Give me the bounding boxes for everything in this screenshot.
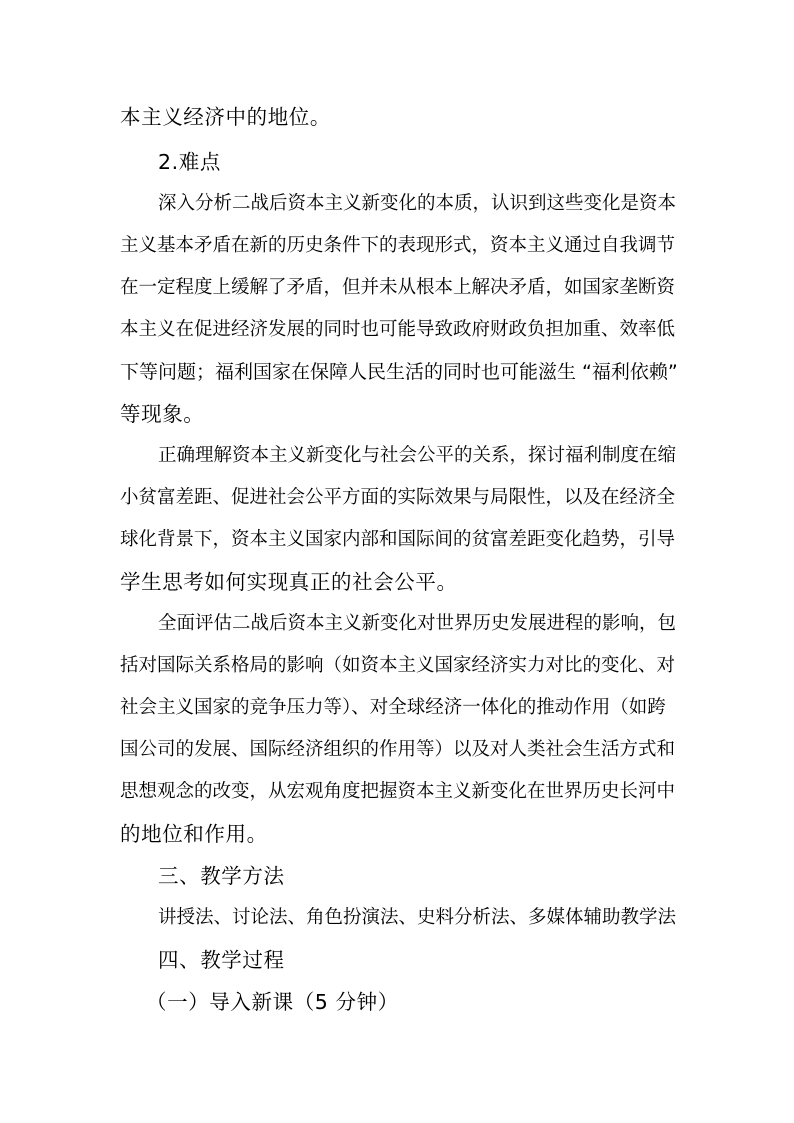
subsection-heading-introduction: （一）导入新课（5 分钟） (146, 990, 399, 1014)
paragraph-line: 在一定程度上缓解了矛盾，但并未从根本上解决矛盾，如国家垄断资 (120, 277, 676, 298)
section-heading-difficulties: 2.难点 (158, 150, 221, 174)
paragraph-line: 主义基本矛盾在新的历史条件下的表现形式，资本主义通过自我调节 (120, 235, 676, 256)
paragraph-line: 本主义经济中的地位。 (120, 105, 331, 129)
paragraph-line: 思想观念的改变，从宏观角度把握资本主义新变化在世界历史长河中 (120, 781, 676, 802)
paragraph-line: 深入分析二战后资本主义新变化的本质，认识到这些变化是资本 (158, 193, 677, 214)
paragraph-line: 全面评估二战后资本主义新变化对世界历史发展进程的影响，包 (158, 613, 677, 634)
paragraph-line: 本主义在促进经济发展的同时也可能导致政府财政负担加重、效率低 (120, 319, 676, 340)
paragraph-line: 社会主义国家的竞争压力等）、对全球经济一体化的推动作用（如跨 (120, 697, 666, 718)
paragraph-line: 学生思考如何实现真正的社会公平。 (120, 570, 458, 594)
paragraph-line: 球化背景下，资本主义国家内部和国际间的贫富差距变化趋势，引导 (120, 529, 676, 550)
paragraph-line: 小贫富差距、促进社会公平方面的实际效果与局限性，以及在经济全 (120, 487, 676, 508)
section-heading-teaching-process: 四、教学过程 (158, 948, 285, 972)
paragraph-line: 的地位和作用。 (120, 822, 268, 846)
paragraph-line: 讲授法、讨论法、角色扮演法、史料分析法、多媒体辅助教学法 (158, 907, 677, 928)
section-heading-teaching-methods: 三、教学方法 (158, 864, 285, 888)
paragraph-line: 括对国际关系格局的影响（如资本主义国家经济实力对比的变化、对 (120, 655, 676, 676)
paragraph-line: 等现象。 (120, 402, 205, 426)
paragraph-line: 国公司的发展、国际经济组织的作用等）以及对人类社会生活方式和 (120, 739, 676, 760)
paragraph-line: 正确理解资本主义新变化与社会公平的关系，探讨福利制度在缩 (158, 445, 677, 466)
paragraph-line: 下等问题；福利国家在保障人民生活的同时也可能滋生 “福利依赖” (120, 361, 678, 383)
